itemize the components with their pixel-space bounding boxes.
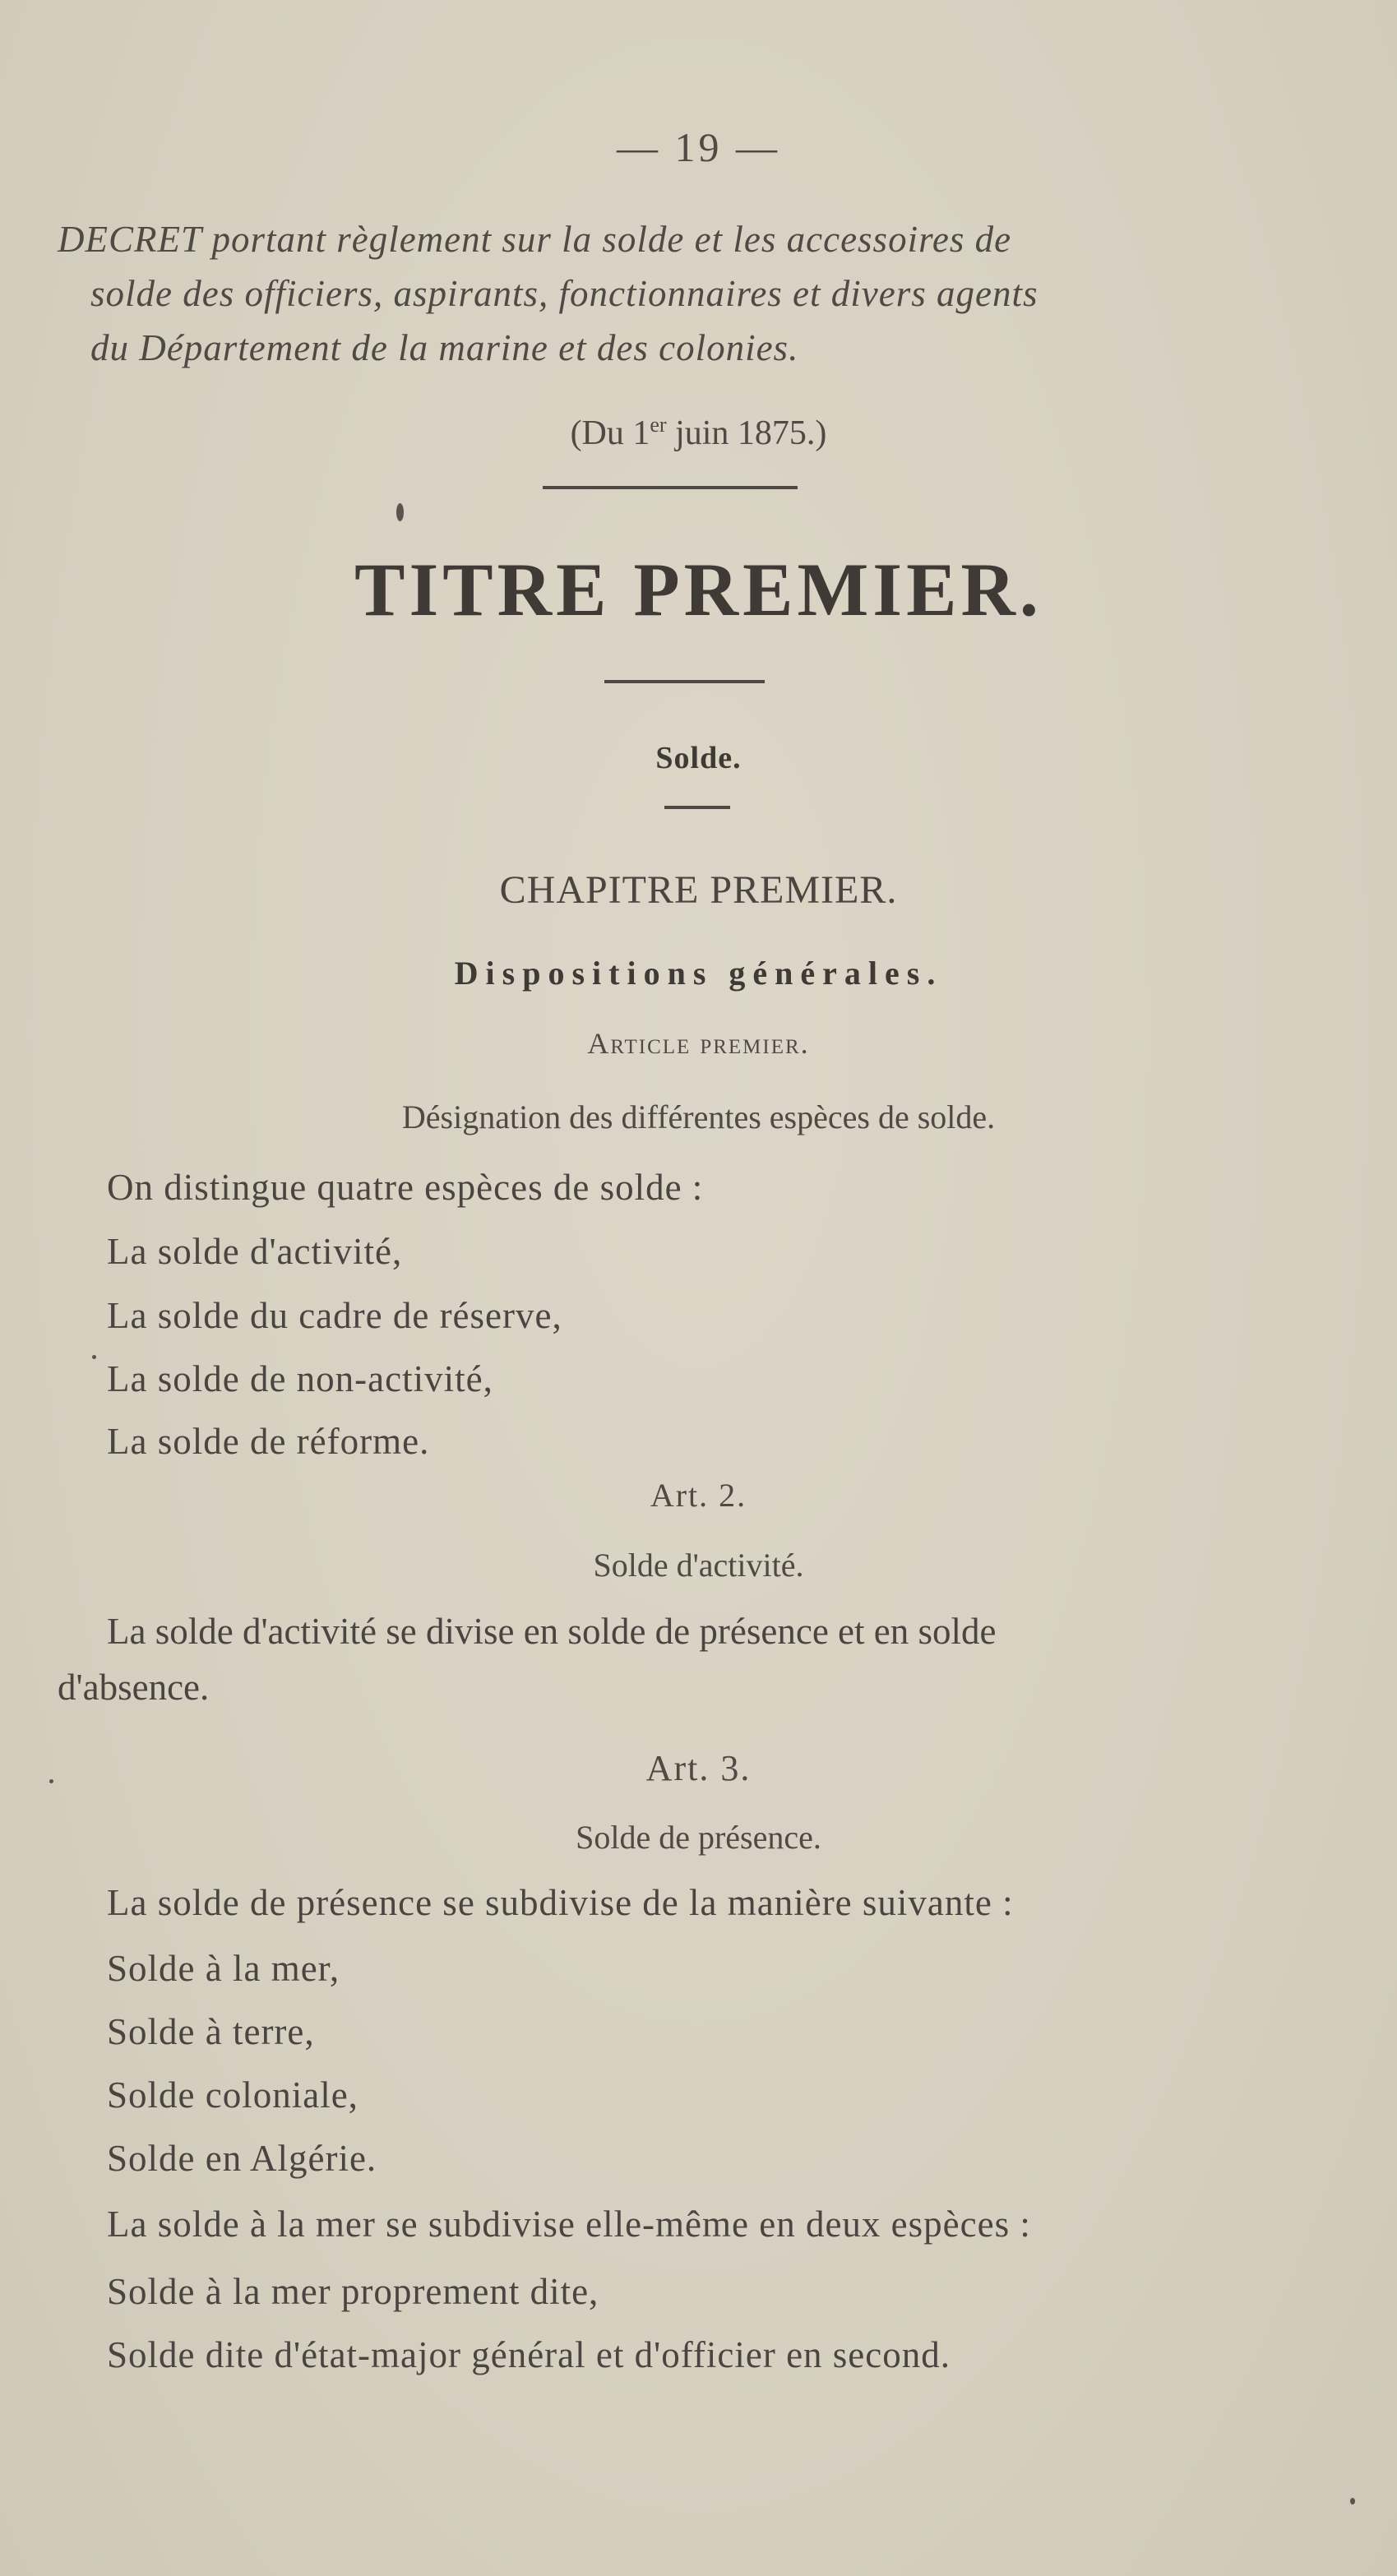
divider-rule bbox=[664, 806, 730, 809]
paragraph-line: La solde de présence se subdivise de la manière suivante : bbox=[107, 1882, 1014, 1923]
article-heading: Art. 3. bbox=[645, 1748, 752, 1788]
decree-title-line: DECRET portant règlement sur la solde et les accessoires de bbox=[58, 219, 1012, 260]
paper-speck bbox=[92, 1355, 96, 1359]
dispositions-heading: Dispositions générales. bbox=[454, 955, 943, 992]
list-item: La solde d'activité, bbox=[107, 1231, 403, 1272]
date-prefix: (Du 1 bbox=[570, 414, 650, 452]
article-subtitle: Désignation des différentes espèces de solde. bbox=[401, 1098, 996, 1135]
decree-title-line: solde des officiers, aspirants, fonctionnaires et divers agents bbox=[90, 273, 1038, 314]
list-item: La solde du cadre de réserve, bbox=[107, 1295, 562, 1336]
article-subtitle: Solde d'activité. bbox=[593, 1547, 804, 1584]
paper-speck bbox=[1350, 2498, 1355, 2504]
list-item: La solde de réforme. bbox=[107, 1421, 430, 1462]
decree-date bbox=[0, 413, 1397, 453]
divider-rule bbox=[543, 486, 798, 489]
paper-speck bbox=[49, 1779, 53, 1783]
list-item: Solde à terre, bbox=[107, 2011, 315, 2052]
article-subtitle: Solde de présence. bbox=[576, 1819, 821, 1856]
paragraph-line: d'absence. bbox=[58, 1667, 210, 1708]
paper-speck bbox=[396, 503, 404, 521]
paragraph-line: La solde d'activité se divise en solde de présence et en solde bbox=[107, 1611, 997, 1652]
decree-title bbox=[58, 212, 1340, 375]
paragraph-line: La solde à la mer se subdivise elle-même en deux espèces : bbox=[107, 2204, 1031, 2245]
solde-heading: Solde. bbox=[655, 741, 742, 775]
list-item: Solde en Algérie. bbox=[107, 2138, 377, 2179]
titre-heading: TITRE PREMIER. bbox=[354, 548, 1043, 631]
date-superscript: er bbox=[650, 413, 667, 437]
article-heading: Article premier. bbox=[587, 1027, 810, 1060]
list-item: Solde à la mer proprement dite, bbox=[107, 2271, 599, 2312]
page-number: — 19 — bbox=[617, 124, 780, 170]
list-item: Solde coloniale, bbox=[107, 2074, 359, 2116]
paragraph-line: On distingue quatre espèces de solde : bbox=[107, 1167, 704, 1208]
list-item: Solde à la mer, bbox=[107, 1948, 340, 1989]
article-heading: Art. 2. bbox=[650, 1477, 747, 1514]
divider-rule bbox=[604, 680, 765, 683]
chapitre-heading: CHAPITRE PREMIER. bbox=[499, 868, 898, 912]
list-item: Solde dite d'état-major général et d'officier en second. bbox=[107, 2334, 951, 2375]
decree-title-line: du Département de la marine et des colonies. bbox=[90, 327, 799, 368]
list-item: La solde de non-activité, bbox=[107, 1358, 493, 1399]
paragraph bbox=[58, 1603, 1340, 1715]
date-suffix: juin 1875.) bbox=[666, 414, 827, 452]
